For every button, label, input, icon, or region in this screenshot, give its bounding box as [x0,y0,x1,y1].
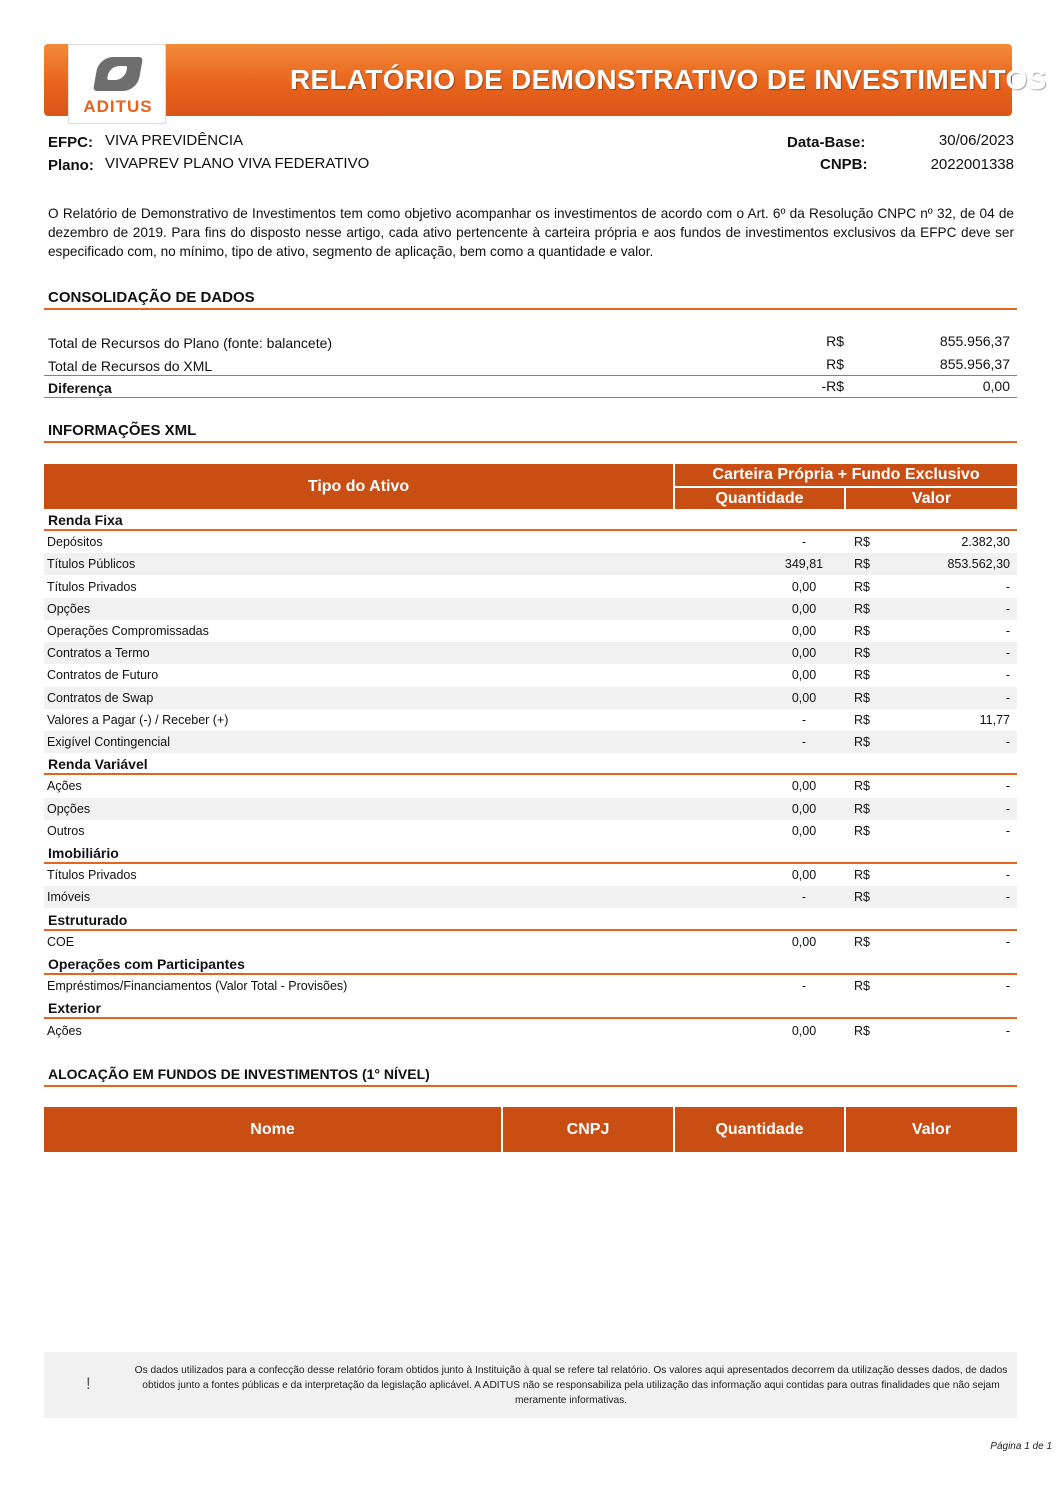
efpc-info [48,134,93,151]
asset-currency: R$ [854,979,870,993]
asset-quantity: 0,00 [791,824,817,838]
group-label: Estruturado [48,912,128,928]
asset-currency: R$ [854,557,870,571]
cons-row-xml [48,355,1010,377]
table-group-header [44,909,1017,931]
asset-name: Empréstimos/Financiamentos (Valor Total - Provisões) [47,979,348,993]
asset-quantity: 0,00 [791,868,817,882]
fundos-col-quantidade: Quantidade [675,1107,844,1152]
section-rule [44,1085,1017,1087]
asset-name: Opções [47,602,91,616]
cons-row-diferenca [48,377,1010,399]
asset-currency: R$ [854,824,870,838]
table-row [44,664,1017,686]
asset-quantity: - [801,535,807,549]
table-row [44,576,1017,598]
table-row [44,553,1017,575]
asset-currency: R$ [854,580,870,594]
asset-quantity: 0,00 [791,1024,817,1038]
table-row [44,642,1017,664]
plano-label: Plano: [48,157,94,174]
table-row [44,820,1017,842]
xml-title: INFORMAÇÕES XML [48,422,197,439]
asset-currency: R$ [854,535,870,549]
asset-name: Contratos de Swap [47,691,154,705]
col-header-valor: Valor [846,488,1017,509]
table-group-header [44,753,1017,775]
asset-quantity: 0,00 [791,624,817,638]
asset-name: Exigível Contingencial [47,735,170,749]
asset-value: 2.382,30 [961,535,1010,549]
logo-text: ADITUS [83,97,153,116]
data-base-value: 30/06/2023 [938,132,1014,149]
report-title: RELATÓRIO DE DEMONSTRATIVO DE INVESTIMENTOS [290,64,1047,95]
plano-value: VIVAPREV PLANO VIVA FEDERATIVO [105,155,370,172]
cons-label: Total de Recursos do Plano (fonte: balancete) [48,335,333,351]
aditus-logo-icon [93,57,143,91]
cons-currency: -R$ [821,378,844,394]
cnpb-info [820,156,868,173]
asset-value: - [1005,646,1010,660]
asset-name: Outros [47,824,85,838]
asset-name: Operações Compromissadas [47,624,209,638]
asset-currency: R$ [854,779,870,793]
table-row [44,1020,1017,1042]
asset-name: COE [47,935,75,949]
asset-quantity: 0,00 [791,668,817,682]
table-row [44,931,1017,953]
asset-quantity: 0,00 [791,935,817,949]
asset-currency: R$ [854,802,870,816]
table-row [44,775,1017,797]
cons-value: 855.956,37 [939,356,1010,372]
asset-quantity: - [801,735,807,749]
asset-currency: R$ [854,691,870,705]
cons-currency: R$ [826,333,844,349]
asset-value: - [1005,691,1010,705]
asset-quantity: 0,00 [791,691,817,705]
asset-value: - [1005,802,1010,816]
plano-info [48,157,94,174]
group-label: Exterior [48,1000,101,1016]
asset-value: - [1005,935,1010,949]
exclamation-icon: ! [86,1374,91,1393]
table-group-header [44,509,1017,531]
asset-name: Títulos Privados [47,868,137,882]
cons-currency: R$ [826,356,844,372]
asset-currency: R$ [854,935,870,949]
section-rule [44,308,1017,310]
asset-value: 11,77 [979,713,1010,727]
asset-currency: R$ [854,890,870,904]
asset-quantity: 0,00 [791,602,817,616]
table-row [44,864,1017,886]
asset-quantity: - [801,713,807,727]
disclaimer-text: Os dados utilizados para a confecção desse relatório foram obtidos junto à Instituição à qual se refere tal relatório. Os valores aqui apresentados decorrem da utilização desses dados, de dados obtidos junto a fontes públicas e da interpretação da legislação aplicável. A ADITUS não se responsabiliza pela utilização das informação aqui contidas para outras finalidades que não sejam meramente informativas. [134,1365,1008,1406]
asset-name: Valores a Pagar (-) / Receber (+) [47,713,229,727]
asset-value: - [1005,602,1010,616]
cnpb-value: 2022001338 [930,156,1014,173]
cons-divider [44,375,1017,376]
table-group-header [44,842,1017,864]
data-base-label: Data-Base: [787,134,866,151]
cnpb-label: CNPB: [820,156,868,173]
asset-currency: R$ [854,646,870,660]
asset-name: Títulos Públicos [47,557,136,571]
asset-quantity: 0,00 [791,646,817,660]
asset-value: - [1005,824,1010,838]
asset-quantity: 0,00 [791,779,817,793]
asset-name: Contratos a Termo [47,646,150,660]
asset-name: Títulos Privados [47,580,137,594]
asset-value: - [1005,668,1010,682]
asset-currency: R$ [854,868,870,882]
fundos-title: ALOCAÇÃO EM FUNDOS DE INVESTIMENTOS (1° NÍVEL) [48,1066,430,1082]
asset-value: - [1005,1024,1010,1038]
aditus-logo [68,44,166,124]
asset-name: Imóveis [47,890,91,904]
asset-value: - [1005,779,1010,793]
asset-value: - [1005,624,1010,638]
asset-name: Opções [47,802,91,816]
table-row [44,687,1017,709]
asset-currency: R$ [854,735,870,749]
table-row [44,798,1017,820]
col-header-group: Carteira Própria + Fundo Exclusivo [675,464,1017,486]
asset-currency: R$ [854,1024,870,1038]
asset-name: Ações [47,1024,82,1038]
col-header-tipo: Tipo do Ativo [44,464,673,509]
section-rule [44,441,1017,443]
asset-value: - [1005,979,1010,993]
cons-value: 855.956,37 [939,333,1010,349]
asset-quantity: - [801,890,807,904]
table-row [44,886,1017,908]
report-header [44,44,1047,116]
asset-value: - [1005,735,1010,749]
consolidacao-title: CONSOLIDAÇÃO DE DADOS [48,289,255,306]
cons-label: Total de Recursos do XML [48,358,213,374]
data-base-info [787,134,865,151]
table-row [44,531,1017,553]
efpc-value: VIVA PREVIDÊNCIA [105,132,244,149]
table-row [44,620,1017,642]
asset-currency: R$ [854,668,870,682]
fundos-col-valor: Valor [846,1107,1017,1152]
table-row [44,598,1017,620]
table-row [44,975,1017,997]
col-header-quantidade: Quantidade [675,488,844,509]
group-label: Renda Fixa [48,512,123,528]
cons-label: Diferença [48,380,112,396]
table-group-header [44,953,1017,975]
group-label: Renda Variável [48,756,148,772]
fundos-col-nome: Nome [44,1107,501,1152]
asset-name: Depósitos [47,535,103,549]
table-group-header [44,997,1017,1019]
asset-currency: R$ [854,624,870,638]
group-label: Operações com Participantes [48,956,245,972]
asset-quantity: 0,00 [791,802,817,816]
cons-row-plano [48,332,1010,354]
disclaimer-box [44,1352,1017,1418]
asset-currency: R$ [854,602,870,616]
table-row [44,709,1017,731]
asset-name: Ações [47,779,82,793]
efpc-label: EFPC: [48,134,93,151]
asset-value: - [1005,580,1010,594]
asset-quantity: - [801,979,807,993]
asset-value: - [1005,868,1010,882]
asset-currency: R$ [854,713,870,727]
asset-name: Contratos de Futuro [47,668,159,682]
asset-value: 853.562,30 [947,557,1010,571]
page-number: Página 1 de 1 [990,1441,1052,1452]
asset-quantity: 349,81 [784,557,824,571]
cons-divider [44,397,1017,398]
intro-paragraph: O Relatório de Demonstrativo de Investimentos tem como objetivo acompanhar os investimentos de acordo com o Art. 6º da Resolução CNPC nº 32, de 04 de dezembro de 2019. Para fins do disposto nesse artigo, cada ativo pertencente à carteira própria e aos fundos de investimentos exclusivos da EFPC deve ser especificado com, no mínimo, tipo de ativo, segmento de aplicação, bem como a quantidade e valor. [48,206,1014,259]
cons-value: 0,00 [982,378,1010,394]
fundos-col-cnpj: CNPJ [503,1107,673,1152]
asset-value: - [1005,890,1010,904]
table-row [44,731,1017,753]
asset-quantity: 0,00 [791,580,817,594]
group-label: Imobiliário [48,845,119,861]
